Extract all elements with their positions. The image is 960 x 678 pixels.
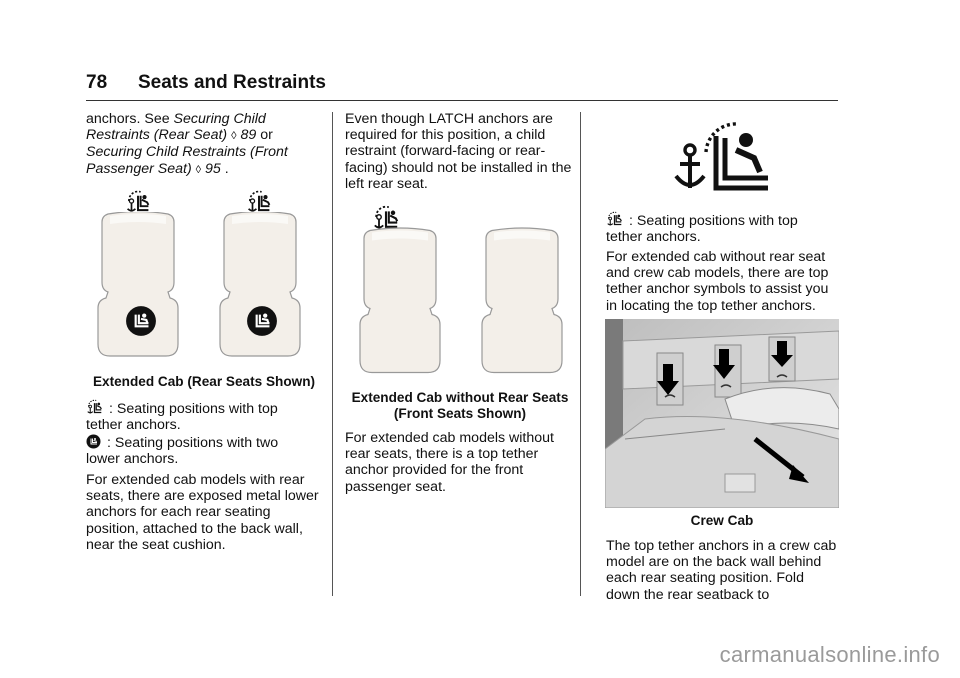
lower-anchor-icon [86,434,101,449]
cross-reference-link[interactable]: Securing Child Restraints (Front Passenger Seat) [86,144,288,177]
front-seat-left [358,226,442,381]
intro-paragraph: anchors. See Securing Child Restraints (Rear Seat) ◊ 89 or Securing Child Restraints (Front Passenger Seat) ◊ 95 . [86,111,288,177]
intro-paragraph: Even though LATCH anchors are required for this position, a child restraint (forward-facing or rear-facing) should not be installed in the left rear seat. [345,111,572,192]
rear-seat-left [96,212,180,362]
body-paragraph: For extended cab models with rear seats, there are exposed metal lower anchors for each rear seating position, attached to the back wall, near the seat cushion. [86,472,319,553]
crew-cab-photo [605,319,839,508]
top-tether-icon [246,188,272,214]
photo-caption: Crew Cab [690,513,754,528]
top-tether-icon [86,398,103,415]
body-paragraph: For extended cab without rear seat and crew cab models, there are top tether anchor symbols to assist you in locating the top tether anchors. [606,249,829,314]
body-paragraph: The top tether anchors in a crew cab model are on the back wall behind each rear seating position. Fold down the rear seatback to [606,538,837,603]
cross-reference-link[interactable]: Securing Child Restraints (Rear Seat) [86,111,266,144]
top-tether-icon [672,118,772,196]
column-divider [332,112,333,596]
legend-top-tether: : Seating positions with top tether anchors. [86,398,286,433]
top-tether-icon [125,188,151,214]
legend-top-tether: : Seating positions with top tether anchors. [606,210,836,245]
top-tether-icon [606,210,623,227]
figure-caption: Extended Cab without Rear Seats (Front Seats Shown) [351,390,569,421]
front-seat-right [480,226,564,381]
legend-lower-anchors: : Seating positions with two lower anchors. [86,435,279,468]
figure-caption: Extended Cab (Rear Seats Shown) [92,374,316,389]
watermark: carmanualsonline.info [719,642,940,667]
rear-seat-right [218,212,302,362]
page-number: 78 [86,72,108,93]
page-header [86,66,838,101]
column-divider [580,112,581,596]
body-paragraph: For extended cab models without rear seats, there is a top tether anchor provided for the front passenger seat. [345,430,554,495]
section-title: Seats and Restraints [138,72,326,93]
lower-anchor-icon [246,305,278,337]
lower-anchor-icon [125,305,157,337]
